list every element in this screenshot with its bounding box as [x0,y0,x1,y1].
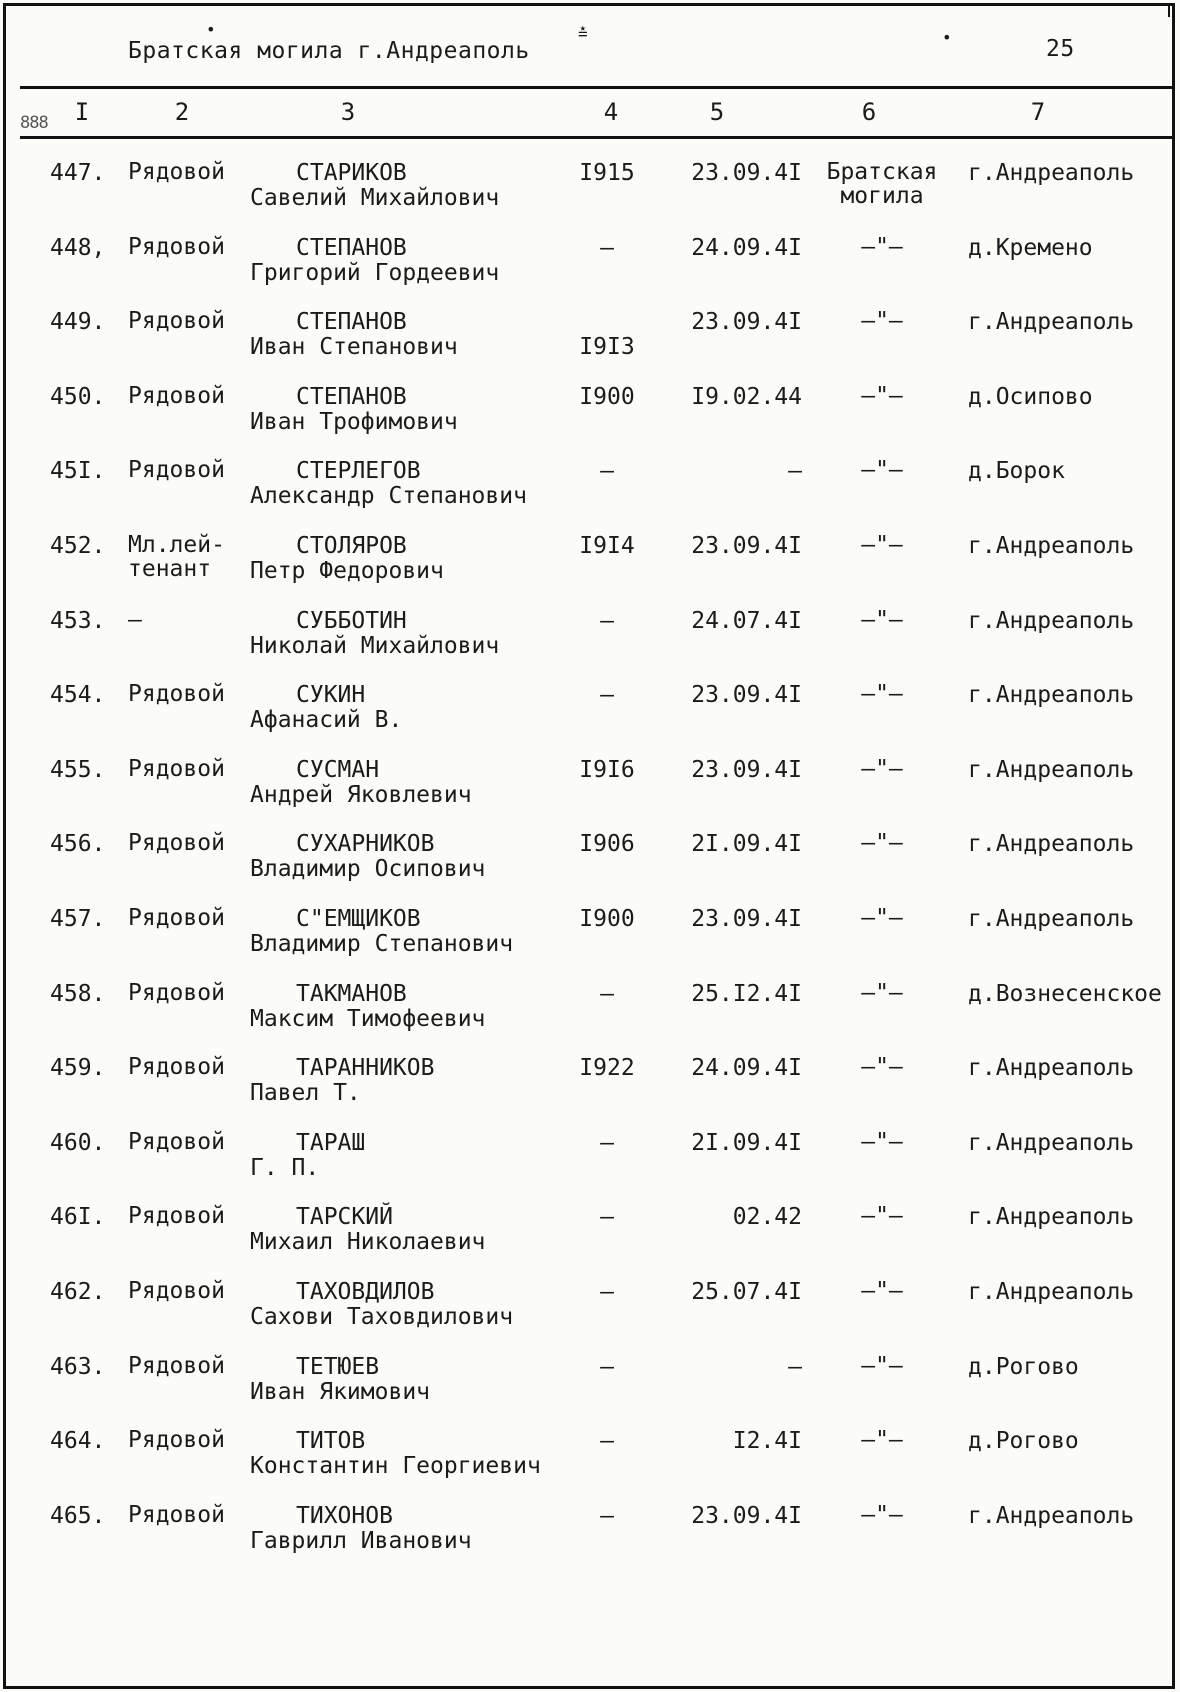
location: г.Андреаполь [968,756,1135,783]
entry-number: 459. [50,1055,106,1082]
death-date: I2.4I [732,1428,802,1455]
burial-place: –"– [861,1128,903,1155]
birth-year: – [600,1129,614,1156]
burial-place: –"– [861,531,903,558]
burial-place: –"– [861,681,903,708]
burial-place: –"– [861,1277,903,1304]
burial-place: –"– [861,308,903,335]
death-date: – [788,1353,802,1380]
location: г.Андреаполь [968,160,1135,186]
rank: Рядовой [128,1352,225,1379]
rank: Рядовой [128,904,225,931]
burial-place: Братская могила [826,159,938,209]
death-date: 23.09.4I [691,905,802,932]
birth-year: – [600,234,614,261]
ink-speck: • [942,28,952,47]
surname: СУСМАН [296,756,380,783]
surname: ТАРАННИКОВ [296,1055,435,1082]
surname: ТАРАШ [296,1129,366,1156]
surname: СУКИН [296,682,366,709]
location: г.Андреаполь [968,1204,1135,1231]
burial-row [0,896,1180,971]
birth-year: – [600,1353,614,1380]
burial-row [0,1344,1180,1419]
rank: Мл.лей- тенант [128,531,225,582]
death-date: 2I.09.4I [691,1129,802,1156]
rank: Рядовой [128,1054,225,1081]
entry-number: 464. [50,1428,106,1455]
birth-year: I900 [579,383,635,410]
burial-row [0,150,1180,225]
birth-year: I906 [579,831,635,858]
given-names: Владимир Степанович [250,930,514,957]
rank: Рядовой [128,233,225,260]
birth-year: – [600,1278,614,1305]
given-names: Гаврилл Иванович [250,1527,472,1554]
birth-year: I9I3 [579,334,635,361]
location: д.Борок [968,458,1065,485]
given-names: Афанасий В. [250,707,403,734]
entry-number: 455. [50,756,106,783]
death-date: – [788,458,802,485]
given-names: Сахови Таховдилович [250,1303,514,1330]
burial-row [0,821,1180,896]
given-names: Максим Тимофеевич [250,1005,486,1032]
given-names: Павел Т. [250,1080,361,1107]
given-names: Андрей Яковлевич [250,781,472,808]
burial-place: –"– [861,755,903,782]
page-number: 25 [1046,36,1075,62]
rank: Рядовой [128,457,225,484]
death-date: 23.09.4I [691,160,802,186]
burial-row [0,598,1180,673]
page-title: Братская могила г.Андреаполь [128,38,530,64]
given-names: Григорий Гордеевич [250,259,500,286]
burial-row [0,299,1180,374]
rank: Рядовой [128,1203,225,1230]
column-header-5: 5 [709,98,725,126]
location: г.Андреаполь [968,309,1135,336]
surname: СТЕПАНОВ [296,309,407,336]
entry-number: 465. [50,1502,106,1529]
location: г.Андреаполь [968,905,1135,932]
birth-year: – [600,607,614,634]
burial-place: –"– [861,457,903,484]
birth-year: – [600,682,614,709]
ink-speck: ≛ [578,24,588,43]
burial-row [0,448,1180,523]
surname: СТЕПАНОВ [296,234,407,261]
given-names: Александр Степанович [250,483,527,510]
location: д.Кремено [968,234,1093,261]
entry-number: 454. [50,682,106,709]
burial-list [0,150,1180,1567]
column-header-3: 3 [340,98,356,126]
rank: Рядовой [128,1277,225,1304]
entry-number: 460. [50,1129,106,1156]
entry-number: 453. [50,607,106,634]
column-header-4: 4 [603,98,619,126]
entry-number: 449. [50,309,106,336]
death-date: 02.42 [732,1204,802,1231]
given-names: Петр Федорович [250,557,444,584]
burial-row [0,1493,1180,1568]
column-header-7: 7 [1030,98,1046,126]
entry-number: 46I. [50,1204,106,1231]
burial-row [0,672,1180,747]
rank: Рядовой [128,382,225,409]
entry-number: 458. [50,980,106,1007]
death-date: 2I.09.4I [691,831,802,858]
entry-number: 452. [50,532,106,559]
entry-number: 456. [50,831,106,858]
birth-year: – [600,1204,614,1231]
surname: СУББОТИН [296,607,407,634]
surname: ТАКМАНОВ [296,980,407,1007]
burial-row [0,374,1180,449]
location: д.Рогово [968,1428,1079,1455]
death-date: 24.07.4I [691,607,802,634]
death-date: 23.09.4I [691,309,802,336]
location: г.Андреаполь [968,1055,1135,1082]
surname: ТЕТЮЕВ [296,1353,380,1380]
entry-number: 462. [50,1278,106,1305]
death-date: 24.09.4I [691,234,802,261]
location: г.Андреаполь [968,682,1135,709]
rank: Рядовой [128,1128,225,1155]
surname: СТЕРЛЕГОВ [296,458,421,485]
death-date: 24.09.4I [691,1055,802,1082]
burial-place: –"– [861,1203,903,1230]
burial-place: –"– [861,904,903,931]
location: г.Андреаполь [968,831,1135,858]
birth-year: – [600,980,614,1007]
surname: СТАРИКОВ [296,160,407,186]
header-top-rule [20,86,1174,89]
burial-place: –"– [861,382,903,409]
column-header-2: 2 [174,98,190,126]
birth-year: I9I4 [579,532,635,559]
death-date: 25.07.4I [691,1278,802,1305]
burial-row [0,225,1180,300]
column-header-6: 6 [861,98,877,126]
burial-row [0,747,1180,822]
surname: С"ЕМЩИКОВ [296,905,421,932]
death-date: 23.09.4I [691,1502,802,1529]
surname: ТИТОВ [296,1428,366,1455]
surname: СУХАРНИКОВ [296,831,435,858]
entry-number: 463. [50,1353,106,1380]
surname: СТЕПАНОВ [296,383,407,410]
burial-row [0,1120,1180,1195]
rank: Рядовой [128,1501,225,1528]
burial-place: –"– [861,606,903,633]
birth-year: I9I6 [579,756,635,783]
rank: Рядовой [128,681,225,708]
location: д.Вознесенское [968,980,1162,1007]
burial-row [0,1269,1180,1344]
rank: Рядовой [128,1427,225,1454]
rank: – [128,606,142,633]
death-date: 25.I2.4I [691,980,802,1007]
burial-place: –"– [861,1352,903,1379]
given-names: Владимир Осипович [250,856,486,883]
location: г.Андреаполь [968,532,1135,559]
burial-place: –"– [861,1427,903,1454]
birth-year: – [600,1502,614,1529]
location: г.Андреаполь [968,1278,1135,1305]
burial-row [0,971,1180,1046]
given-names: Иван Степанович [250,334,458,361]
entry-number: 450. [50,383,106,410]
burial-row [0,1418,1180,1493]
death-date: I9.02.44 [691,383,802,410]
burial-place: –"– [861,979,903,1006]
archive-stamp: 888 [20,113,48,133]
entry-number: 457. [50,905,106,932]
burial-place: –"– [861,1054,903,1081]
column-header-1: I [74,98,90,126]
location: г.Андреаполь [968,607,1135,634]
location: д.Осипово [968,383,1093,410]
burial-row [0,1194,1180,1269]
entry-number: 447. [50,160,106,186]
header-bottom-rule [20,136,1174,139]
given-names: Иван Трофимович [250,408,458,435]
burial-place: –"– [861,830,903,857]
death-date: 23.09.4I [691,532,802,559]
location: г.Андреаполь [968,1502,1135,1529]
location: г.Андреаполь [968,1129,1135,1156]
given-names: Константин Георгиевич [250,1453,541,1480]
given-names: Савелий Михайлович [250,185,500,211]
rank: Рядовой [128,979,225,1006]
entry-number: 448, [50,234,106,261]
given-names: Г. П. [250,1154,320,1181]
surname: СТОЛЯРОВ [296,532,407,559]
burial-row [0,1045,1180,1120]
rank: Рядовой [128,308,225,335]
location: д.Рогово [968,1353,1079,1380]
birth-year: – [600,458,614,485]
entry-number: 45I. [50,458,106,485]
birth-year: – [600,1428,614,1455]
given-names: Николай Михайлович [250,632,500,659]
surname: ТАХОВДИЛОВ [296,1278,435,1305]
burial-place: –"– [861,1501,903,1528]
birth-year: I900 [579,905,635,932]
ink-speck: • [206,20,216,39]
corner-mark [1168,3,1170,17]
given-names: Михаил Николаевич [250,1229,486,1256]
burial-row [0,523,1180,598]
death-date: 23.09.4I [691,682,802,709]
rank: Рядовой [128,830,225,857]
birth-year: I922 [579,1055,635,1082]
burial-place: –"– [861,233,903,260]
birth-year: I915 [579,160,635,186]
surname: ТАРСКИЙ [296,1204,393,1231]
surname: ТИХОНОВ [296,1502,393,1529]
rank: Рядовой [128,159,225,185]
death-date: 23.09.4I [691,756,802,783]
given-names: Иван Якимович [250,1378,431,1405]
rank: Рядовой [128,755,225,782]
